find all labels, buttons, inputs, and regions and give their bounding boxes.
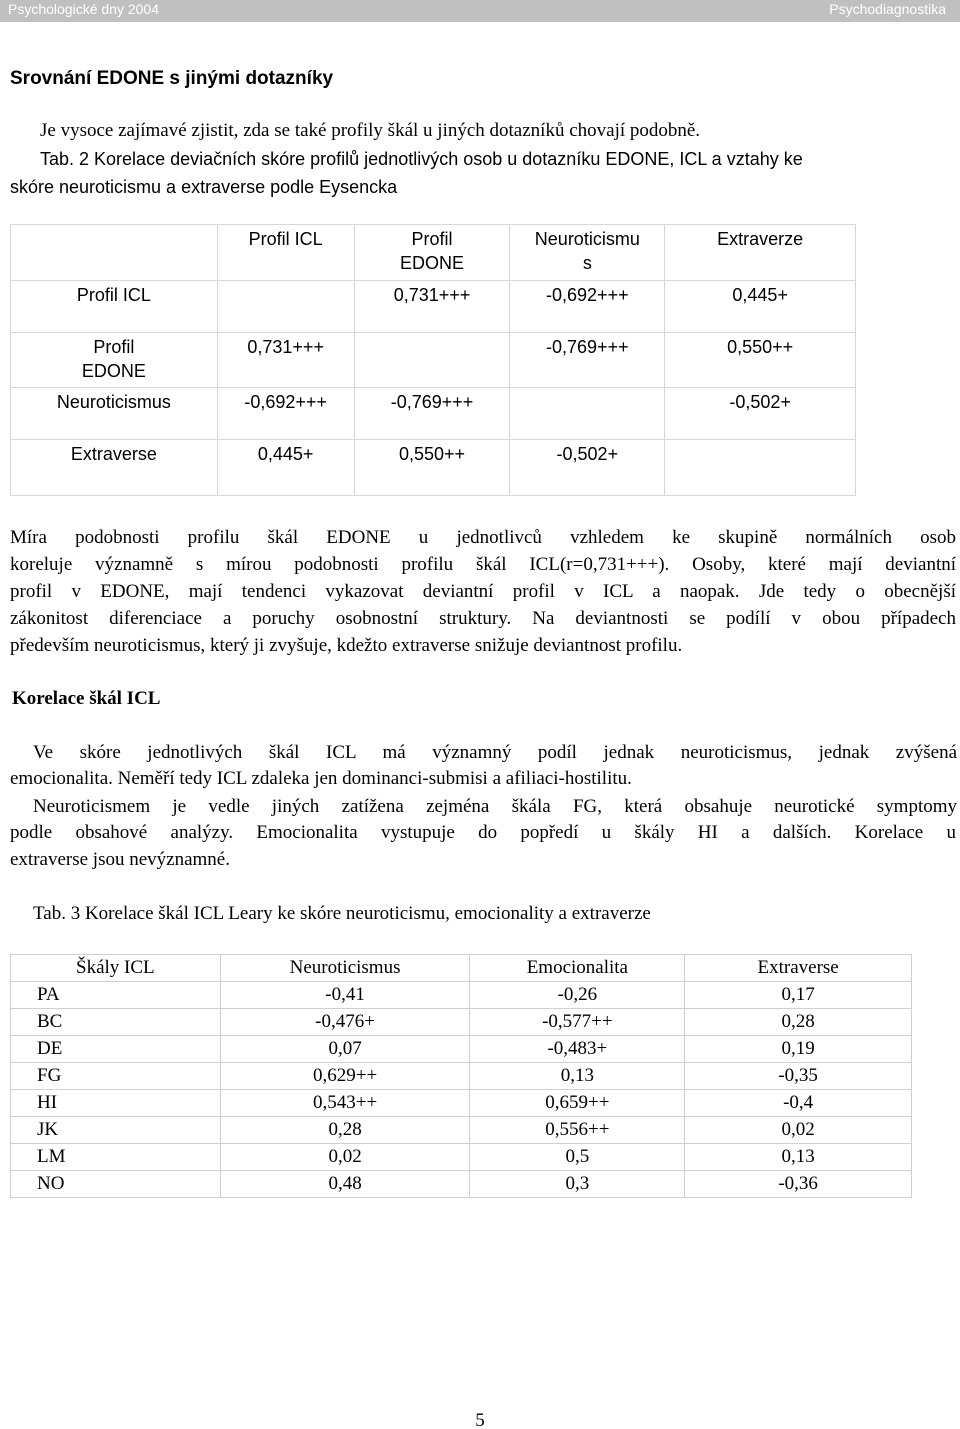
table-cell: 0,550++ (354, 440, 510, 496)
paragraph-line: koreluje významně s mírou podobnosti profilu škál ICL(r=0,731+++). Osoby, které mají deviantní (10, 554, 956, 575)
intro-text: Je vysoce zajímavé zjistit, zda se také profily škál u jiných dotazníků chovají podobně. (40, 120, 701, 141)
row-label: Neuroticismus (11, 388, 218, 440)
paragraph-line: Neuroticismem je vedle jiných zatížena zejména škála FG, která obsahuje neurotické symptomy (33, 796, 957, 817)
table-cell: -0,502+ (665, 388, 856, 440)
table-cell: 0,731+++ (354, 281, 510, 333)
table-cell: -0,502+ (510, 440, 665, 496)
table-cell: -0,35 (685, 1063, 912, 1090)
table-cell: 0,02 (685, 1117, 912, 1144)
table-header-cell: Profil ICL (217, 225, 354, 281)
table-cell: 0,13 (685, 1144, 912, 1171)
table-header-cell: Neuroticismus (220, 955, 470, 982)
table-cell: 0,19 (685, 1036, 912, 1063)
row-label: Profil EDONE (11, 333, 218, 388)
paragraph-line: extraverse jsou nevýznamné. (10, 849, 230, 870)
table-cell: -0,4 (685, 1090, 912, 1117)
paragraph-line: Ve skóre jednotlivých škál ICL má významný podíl jednak neuroticismus, jednak zvýšená (33, 742, 957, 763)
page-header (0, 0, 960, 22)
table-cell: 0,13 (470, 1063, 685, 1090)
row-label: DE (11, 1036, 221, 1063)
table2-caption-line1: Tab. 2 Korelace deviačních skóre profilů jednotlivých osob u dotazníku EDONE, ICL a vztahy ke (40, 149, 803, 169)
table-header-cell: Extraverse (685, 955, 912, 982)
paragraph-line: Míra podobnosti profilu škál EDONE u jednotlivců vzhledem ke skupině normálních osob (10, 527, 956, 548)
header-section: Psychodiagnostika (829, 1, 946, 17)
table-row (11, 1171, 912, 1198)
table-cell: 0,17 (685, 982, 912, 1009)
correlation-table-icl-scales (10, 954, 912, 1198)
table-cell: -0,36 (685, 1171, 912, 1198)
table-cell (665, 440, 856, 496)
table-header-cell: Emocionalita (470, 955, 685, 982)
table-header-row (11, 225, 856, 281)
table-cell: 0,731+++ (217, 333, 354, 388)
row-label: BC (11, 1009, 221, 1036)
table-header-cell: Extraverze (665, 225, 856, 281)
table-cell: 0,445+ (217, 440, 354, 496)
table-cell: 0,07 (220, 1036, 470, 1063)
table-cell: 0,02 (220, 1144, 470, 1171)
table-cell: 0,28 (220, 1117, 470, 1144)
table-row (11, 281, 856, 333)
table-cell: 0,550++ (665, 333, 856, 388)
row-label: Profil ICL (11, 281, 218, 333)
paragraph-line: profil v EDONE, mají tendenci vykazovat deviantní profil v ICL a naopak. Jde tedy o obecnější (10, 581, 956, 602)
table-cell: 0,556++ (470, 1117, 685, 1144)
table-cell: 0,3 (470, 1171, 685, 1198)
table-row (11, 1144, 912, 1171)
paragraph-line: podle obsahové analýzy. Emocionalita vystupuje do popředí u škály HI a dalších. Korelace u (10, 822, 956, 843)
table-cell: -0,769+++ (354, 388, 510, 440)
table-row (11, 440, 856, 496)
table-header-cell: Neuroticismu s (510, 225, 665, 281)
table-cell: -0,692+++ (217, 388, 354, 440)
paragraph-line: především neuroticismus, který ji zvyšuje, kdežto extraverse snižuje deviantnost profilu. (10, 635, 683, 656)
row-label: PA (11, 982, 221, 1009)
table-row (11, 388, 856, 440)
table2-caption-line2: skóre neuroticismu a extraverse podle Eysencka (10, 177, 398, 197)
table-cell: 0,543++ (220, 1090, 470, 1117)
row-label: Extraverse (11, 440, 218, 496)
row-label: NO (11, 1171, 221, 1198)
table-cell: 0,28 (685, 1009, 912, 1036)
header-conference: Psychologické dny 2004 (8, 1, 159, 17)
table-row (11, 982, 912, 1009)
table-cell: 0,48 (220, 1171, 470, 1198)
table-cell (217, 281, 354, 333)
table-cell: -0,41 (220, 982, 470, 1009)
table-cell: 0,445+ (665, 281, 856, 333)
paragraph-line: zákonitost diferenciace a poruchy osobnostní struktury. Na deviantnosti se podílí v obou případech (10, 608, 956, 629)
table-row (11, 1036, 912, 1063)
correlation-table-profiles (10, 224, 856, 496)
table-header-cell: Profil EDONE (354, 225, 510, 281)
table-cell: 0,629++ (220, 1063, 470, 1090)
table-row (11, 1063, 912, 1090)
table-cell (510, 388, 665, 440)
section-heading-icl: Korelace škál ICL (12, 688, 161, 709)
table-row (11, 1090, 912, 1117)
table-cell (11, 225, 218, 281)
paragraph-line: emocionalita. Neměří tedy ICL zdaleka jen dominanci-submisi a afiliaci-hostilitu. (10, 768, 632, 789)
table-cell: -0,26 (470, 982, 685, 1009)
row-label: HI (11, 1090, 221, 1117)
table-row (11, 333, 856, 388)
table-header-cell: Škály ICL (11, 955, 221, 982)
row-label: FG (11, 1063, 221, 1090)
table-cell: -0,483+ (470, 1036, 685, 1063)
table-cell: -0,692+++ (510, 281, 665, 333)
table-header-row (11, 955, 912, 982)
table-cell: -0,476+ (220, 1009, 470, 1036)
section-heading-comparison: Srovnání EDONE s jinými dotazníky (10, 68, 334, 89)
table-cell: 0,5 (470, 1144, 685, 1171)
table-cell: 0,659++ (470, 1090, 685, 1117)
table-row (11, 1117, 912, 1144)
table-cell: -0,769+++ (510, 333, 665, 388)
table-row (11, 1009, 912, 1036)
table-cell (354, 333, 510, 388)
row-label: LM (11, 1144, 221, 1171)
table3-caption: Tab. 3 Korelace škál ICL Leary ke skóre neuroticismu, emocionality a extraverze (33, 903, 651, 924)
table-cell: -0,577++ (470, 1009, 685, 1036)
page-number: 5 (475, 1410, 485, 1429)
row-label: JK (11, 1117, 221, 1144)
